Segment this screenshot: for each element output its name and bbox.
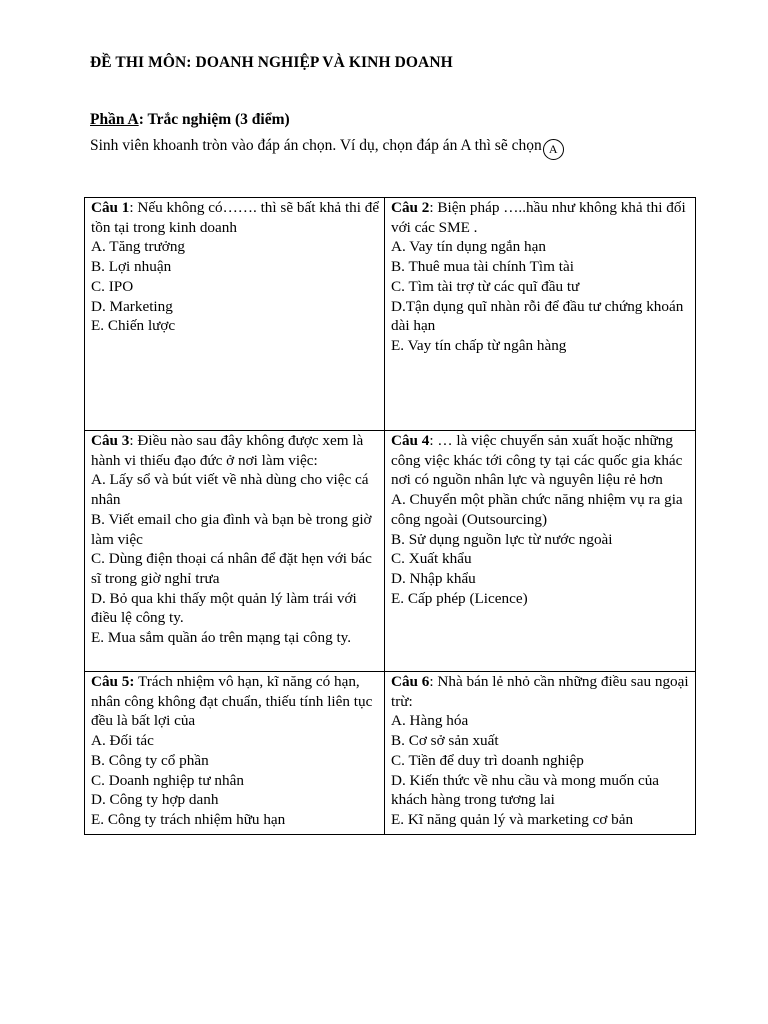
- option-e: E. Kĩ năng quản lý và marketing cơ bản: [391, 810, 634, 828]
- option-d: D. Công ty hợp danh: [91, 791, 219, 809]
- option-a: A. Đối tác: [91, 732, 154, 750]
- question-text: : Nhà bán lẻ nhỏ cần những điều sau ngoại trừ:: [391, 673, 689, 710]
- option-c: C. Xuất khẩu: [391, 550, 472, 568]
- question-row: [85, 431, 696, 672]
- section-label: Phần A: [90, 111, 139, 128]
- option-e: E. Công ty trách nhiệm hữu hạn: [91, 810, 286, 828]
- option-b: B. Công ty cổ phần: [91, 751, 209, 769]
- question-text: : … là việc chuyển sản xuất hoặc những công việc khác tới công ty tại các quốc gia khác nơi có nguồn nhân lực và nguyên liệu rẻ hơn: [391, 432, 683, 489]
- question-stem: [91, 431, 380, 470]
- option-c: C. Dùng điện thoại cá nhân để đặt hẹn với bác sĩ trong giờ nghỉ trưa: [91, 550, 372, 587]
- instruction: [90, 137, 564, 160]
- option-d: D. Nhập khẩu: [391, 569, 476, 587]
- option-c: C. Doanh nghiệp tư nhân: [91, 771, 244, 789]
- question-stem: [391, 198, 691, 237]
- question-text: : Điều nào sau đây không được xem là hành vi thiếu đạo đức ở nơi làm việc:: [91, 432, 364, 469]
- section-rest: : Trắc nghiệm (3 điểm): [138, 111, 290, 128]
- exam-title: ĐỀ THI MÔN: DOANH NGHIỆP VÀ KINH DOANH: [90, 54, 453, 71]
- question-text: : Nếu không có……. thì sẽ bất khả thi để tồn tại trong kinh doanh: [91, 199, 380, 236]
- option-c: C. Tiền để duy trì doanh nghiệp: [391, 751, 584, 769]
- option-a: A. Chuyển một phần chức năng nhiệm vụ ra gia công ngoài (Outsourcing): [391, 491, 683, 528]
- question-cell-2: [385, 198, 696, 431]
- question-row: [85, 198, 696, 431]
- question-row: [85, 672, 696, 835]
- option-b: B. Lợi nhuận: [91, 258, 172, 276]
- question-stem: [91, 672, 380, 731]
- option-e: E. Vay tín chấp từ ngân hàng: [391, 336, 567, 354]
- question-cell-4: [385, 431, 696, 672]
- option-a: A. Hàng hóa: [391, 712, 469, 730]
- option-e: E. Cấp phép (Licence): [391, 589, 528, 607]
- option-d: D.Tận dụng quĩ nhàn rỗi để đầu tư chứng khoán dài hạn: [391, 297, 684, 335]
- option-e: E. Chiến lược: [91, 317, 176, 335]
- instruction-text: Sinh viên khoanh tròn vào đáp án chọn. Ví dụ, chọn đáp án A thì sẽ chọn: [90, 137, 542, 154]
- question-stem: [91, 198, 380, 237]
- option-b: B. Sử dụng nguồn lực từ nước ngoài: [391, 530, 613, 548]
- option-d: D. Marketing: [91, 297, 173, 315]
- question-stem: [391, 672, 691, 711]
- question-cell-5: [85, 672, 385, 835]
- question-label: Câu 3: [91, 432, 130, 449]
- question-stem: [391, 431, 691, 490]
- option-b: B. Cơ sở sản xuất: [391, 732, 499, 750]
- option-c: C. Tìm tài trợ từ các quĩ đầu tư: [391, 277, 580, 295]
- option-e: E. Mua sắm quần áo trên mạng tại công ty.: [91, 629, 352, 647]
- question-text: : Biện pháp …..hầu như không khả thi đối với các SME .: [391, 199, 686, 236]
- question-label: Câu 5:: [91, 673, 135, 690]
- option-a: A. Tăng trưởng: [91, 238, 186, 256]
- option-c: C. IPO: [91, 277, 134, 295]
- question-cell-3: [85, 431, 385, 672]
- question-label: Câu 1: [91, 199, 130, 216]
- option-d: D. Bỏ qua khi thấy một quản lý làm trái với điều lệ công ty.: [91, 589, 357, 627]
- question-label: Câu 6: [391, 673, 430, 690]
- section-heading: [90, 111, 290, 129]
- question-text: Trách nhiệm vô hạn, kĩ năng có hạn, nhân công không đạt chuẩn, thiếu tính liên tục đều là bất lợi của: [91, 673, 373, 730]
- option-a: A. Lấy sổ và bút viết về nhà dùng cho việc cá nhân: [91, 471, 369, 509]
- circled-letter-example: A: [543, 139, 564, 160]
- question-label: Câu 4: [391, 432, 430, 449]
- question-label: Câu 2: [391, 199, 430, 216]
- option-a: A. Vay tín dụng ngắn hạn: [391, 238, 546, 256]
- option-d: D. Kiến thức về nhu cầu và mong muốn của khách hàng trong tương lai: [391, 771, 660, 809]
- question-cell-1: [85, 198, 385, 431]
- option-b: B. Viết email cho gia đình và bạn bè trong giờ làm việc: [91, 510, 372, 548]
- question-cell-6: [385, 672, 696, 835]
- option-b: B. Thuê mua tài chính Tìm tài: [391, 258, 574, 276]
- question-table: [84, 197, 696, 835]
